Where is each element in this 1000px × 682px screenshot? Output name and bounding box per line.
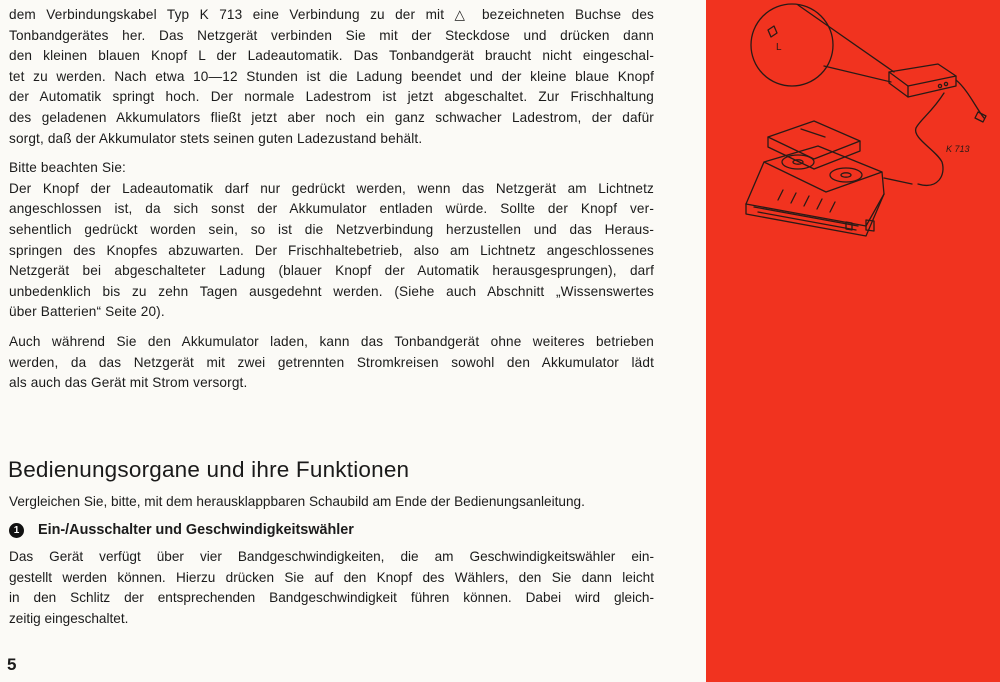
text-line: als auch das Gerät mit Strom versorgt. bbox=[9, 375, 248, 391]
section-intro: Vergleichen Sie, bitte, mit dem herausklappbaren Schaubild am Ende der Bedienungsanleitung. bbox=[9, 494, 585, 509]
text-line: Auch während Sie den Akkumulator laden, kann das Tonbandgerät ohne weiteres betrieben bbox=[9, 333, 654, 349]
text-line: zeitig eingeschaltet. bbox=[9, 610, 129, 626]
instruction-text bbox=[9, 5, 654, 394]
text-line: des geladenen Akkumulators fließt jetzt aber noch ein ganz schwacher Ladestrom, der dafür bbox=[9, 109, 654, 125]
text-line: angeschlossen ist, da sich sonst der Akkumulator entladen würde. Sollte der Knopf ver- bbox=[9, 201, 654, 217]
notice-paragraph bbox=[9, 179, 654, 323]
section-heading: Bedienungsorgane und ihre Funktionen bbox=[8, 457, 410, 482]
text-line: über Batterien“ Seite 20). bbox=[9, 304, 165, 320]
item-heading bbox=[9, 522, 354, 538]
text-line: tet zu werden. Nach etwa 10—12 Stunden ist die Ladung beendet und der kleine blaue Knopf bbox=[9, 68, 654, 84]
cable-label: K 713 bbox=[946, 144, 970, 154]
text-line: springen des Knopfes abzuwarten. Der Frischhaltebetrieb, also am Lichtnetz angeschlossenes bbox=[9, 242, 654, 258]
operation-paragraph bbox=[9, 332, 654, 394]
text-line: Das Gerät verfügt über vier Bandgeschwindigkeiten, die am Geschwindigkeitswähler ein- bbox=[9, 549, 654, 564]
text-line: sorgt, daß der Akkumulator stets seinen guten Ladezustand behält. bbox=[9, 130, 423, 146]
text-line: unbedenklich bis zu zehn Tagen ausgedehnt werden. (Siehe auch Abschnitt „Wissenswertes bbox=[9, 283, 654, 299]
item-number-badge: 1 bbox=[9, 523, 24, 538]
text-line: Tonbandgerätes her. Das Netzgerät verbinden Sie mit der Steckdose und drücken dann bbox=[9, 27, 654, 43]
text-line: Der Knopf der Ladeautomatik darf nur gedrückt werden, wenn das Netzgerät am Lichtnetz bbox=[9, 180, 654, 196]
text-line: gestellt werden können. Hierzu drücken Sie auf den Knopf des Wählers, den Sie dann leicht bbox=[9, 569, 654, 585]
magnifier-circle bbox=[751, 4, 833, 86]
text-line: Netzgerät bei abgeschalteter Ladung (blauer Knopf der Automatik herausgesprungen), darf bbox=[9, 263, 654, 279]
text-line: dem Verbindungskabel Typ K 713 eine Verbindung zu der mit △ bezeichneten Buchse des bbox=[9, 7, 654, 22]
text-line: sehentlich gedrückt worden sein, so ist die Netzverbindung herzustellen und das Heraus- bbox=[9, 221, 654, 237]
charging-paragraph bbox=[9, 5, 654, 149]
illustration-panel bbox=[706, 0, 1000, 682]
page-number: 5 bbox=[7, 655, 17, 674]
text-line: werden, da das Netzgerät mit zwei getrennten Stromkreisen sowohl den Akkumulator lädt bbox=[9, 354, 654, 370]
text-line: der Automatik springt hoch. Der normale Ladestrom ist jetzt abgeschaltet. Zur Frischhaltung bbox=[9, 89, 654, 105]
text-line: in den Schlitz der entsprechenden Bandgeschwindigkeit führen können. Dabei wird gleich- bbox=[9, 590, 654, 606]
item-title: Ein-/Ausschalter und Geschwindigkeitswähler bbox=[38, 522, 354, 538]
tape-recorder-illustration bbox=[706, 0, 1000, 682]
notice-title: Bitte beachten Sie: bbox=[9, 160, 126, 176]
button-label: L bbox=[776, 42, 782, 53]
item-description bbox=[9, 547, 654, 629]
text-line: den kleinen blauen Knopf L der Ladeautomatik. Das Tonbandgerät braucht nicht eingeschal- bbox=[9, 48, 654, 64]
